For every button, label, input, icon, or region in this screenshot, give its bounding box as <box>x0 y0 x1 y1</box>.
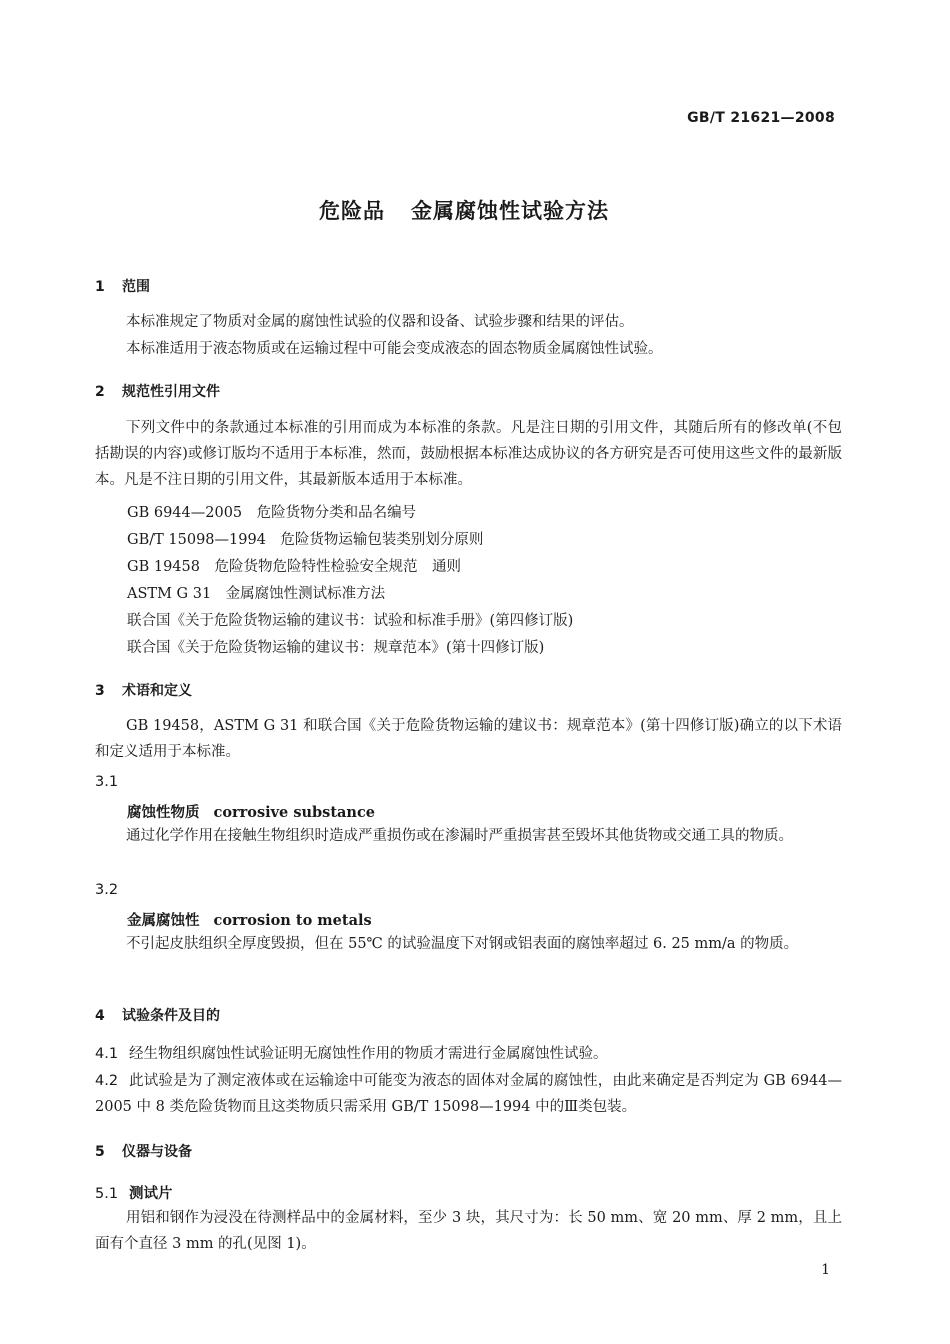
page-number: 1 <box>821 1262 830 1278</box>
section-5-heading <box>95 1141 192 1161</box>
clause-text: 此试验是为了测定液体或在运输途中可能变为液态的固体对金属的腐蚀性，由此来确定是否判定为 GB 6944—2005 中 8 类危险货物而且这类物质只需采用 GB/T 15098—1994 中的Ⅲ类包装。 <box>95 1073 842 1115</box>
term-number: 3.1 <box>95 774 119 790</box>
section-1-paragraph-1: 本标准规定了物质对金属的腐蚀性试验的仪器和设备、试验步骤和结果的评估。 <box>126 314 634 330</box>
section-number: 5 <box>95 1144 105 1160</box>
reference-item: ASTM G 31 金属腐蚀性测试标准方法 <box>127 586 386 602</box>
standard-code: GB/T 21621—2008 <box>687 110 835 126</box>
section-3-intro: GB 19458，ASTM G 31 和联合国《关于危险货物运输的建议书：规章范本》(第十四修订版)确立的以下术语和定义适用于本标准。 <box>95 718 842 760</box>
subsection-title: 测试片 <box>129 1186 173 1202</box>
section-title: 术语和定义 <box>122 683 192 699</box>
term-english: corrosive substance <box>213 804 376 821</box>
reference-item: 联合国《关于危险货物运输的建议书：试验和标准手册》(第四修订版) <box>127 613 574 629</box>
section-1-heading <box>95 276 150 296</box>
clause-number: 4.2 <box>95 1073 119 1089</box>
clause-4-2 <box>95 1068 842 1120</box>
reference-item: GB/T 15098—1994 危险货物运输包装类别划分原则 <box>127 532 484 548</box>
title-part-1: 危险品 <box>319 199 385 223</box>
subsection-5-1-heading <box>95 1182 173 1203</box>
section-3-heading <box>95 680 192 700</box>
term-3-1-definition: 通过化学作用在接触生物组织时造成严重损伤或在渗漏时严重损害甚至毁坏其他货物或交通工具的物质。 <box>126 828 793 844</box>
term-number: 3.2 <box>95 882 119 898</box>
term-chinese: 腐蚀性物质 <box>127 805 200 821</box>
reference-item: GB 19458 危险货物危险特性检验安全规范 通则 <box>127 559 461 575</box>
term-3-1 <box>127 801 375 822</box>
section-1-paragraph-2: 本标准适用于液态物质或在运输过程中可能会变成液态的固态物质金属腐蚀性试验。 <box>126 341 663 357</box>
section-number: 2 <box>95 384 105 400</box>
section-4-heading <box>95 1005 220 1025</box>
term-3-2-definition: 不引起皮肤组织全厚度毁损，但在 55℃ 的试验温度下对钢或铝表面的腐蚀率超过 6. 25 mm/a 的物质。 <box>126 936 799 952</box>
section-number: 4 <box>95 1008 105 1024</box>
document-title <box>0 195 928 225</box>
section-2-intro: 下列文件中的条款通过本标准的引用而成为本标准的条款。凡是注日期的引用文件，其随后所有的修改单(不包括勘误的内容)或修订版均不适用于本标准，然而，鼓励根据本标准达成协议的各方研究是否可使用这些文件的最新版本。凡是不注日期的引用文件，其最新版本适用于本标准。 <box>95 420 842 488</box>
term-3-2 <box>127 909 372 930</box>
section-number: 3 <box>95 683 105 699</box>
term-chinese: 金属腐蚀性 <box>127 913 200 929</box>
clause-number: 4.1 <box>95 1046 119 1062</box>
clause-4-1 <box>95 1041 842 1067</box>
section-title: 试验条件及目的 <box>122 1008 220 1024</box>
section-title: 仪器与设备 <box>122 1144 192 1160</box>
title-part-2: 金属腐蚀性试验方法 <box>411 199 609 223</box>
section-number: 1 <box>95 279 105 295</box>
term-english: corrosion to metals <box>213 912 372 929</box>
subsection-5-1-text: 用铝和钢作为浸没在待测样品中的金属材料，至少 3 块，其尺寸为：长 50 mm、宽 20 mm、厚 2 mm，且上面有个直径 3 mm 的孔(见图 1)。 <box>95 1210 842 1252</box>
section-title: 规范性引用文件 <box>122 384 220 400</box>
section-2-heading <box>95 381 220 401</box>
reference-item: 联合国《关于危险货物运输的建议书：规章范本》(第十四修订版) <box>127 640 545 656</box>
reference-item: GB 6944—2005 危险货物分类和品名编号 <box>127 505 417 521</box>
clause-text: 经生物组织腐蚀性试验证明无腐蚀性作用的物质才需进行金属腐蚀性试验。 <box>129 1046 608 1062</box>
subsection-number: 5.1 <box>95 1186 119 1202</box>
section-title: 范围 <box>122 279 150 295</box>
